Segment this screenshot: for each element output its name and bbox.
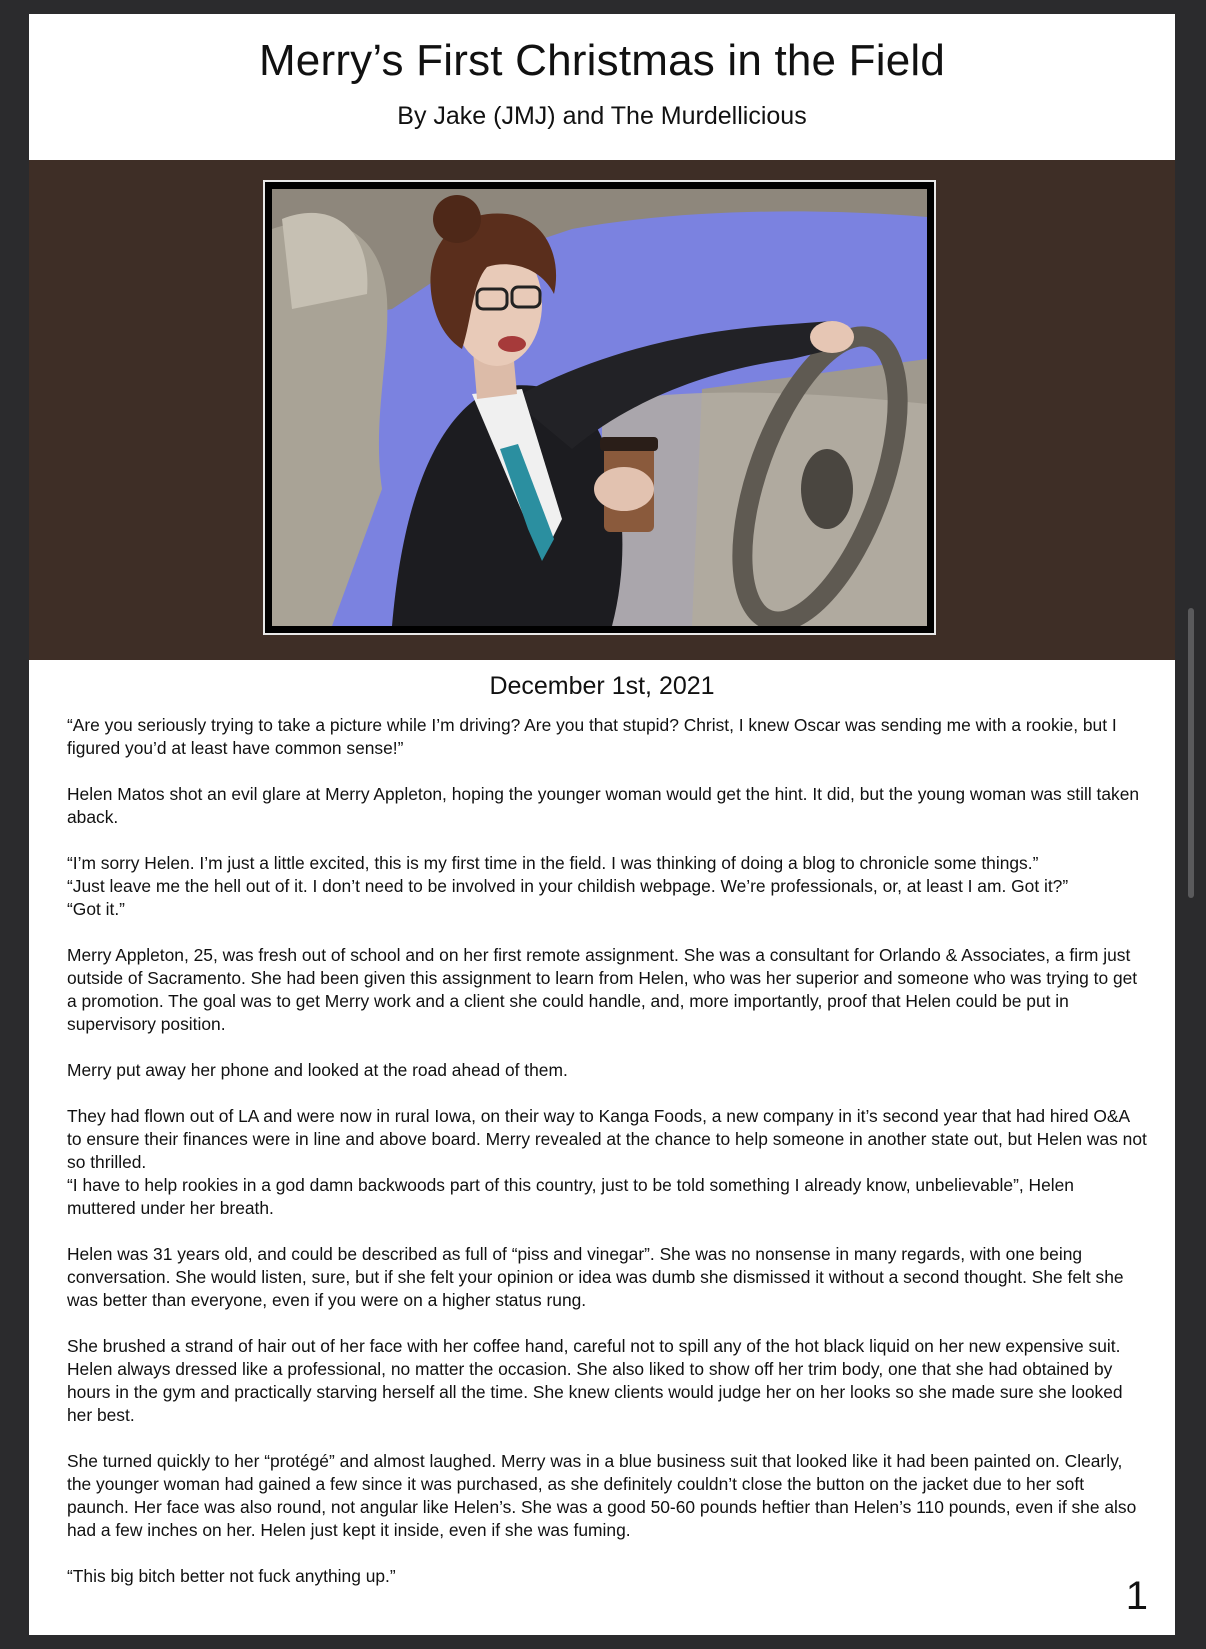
illustration-hand — [810, 321, 854, 353]
paragraph: She turned quickly to her “protégé” and almost laughed. Merry was in a blue business suit that looked like it had been painted on. Clearly, the younger woman had gained a few since it was purchased, as she definitely couldn’t close the button on the jacket due to her soft paunch. Her face was also round, not angular like Helen’s. She was a good 50-60 pounds heftier than Helen’s 110 pounds, even if she also had a few inches on her. Helen just kept it inside, even if she was fuming. — [67, 1451, 1137, 1540]
paragraph: “Got it.” — [67, 899, 125, 919]
page-number: 1 — [1125, 1574, 1148, 1618]
body-text — [67, 714, 1147, 1611]
paragraph: They had flown out of LA and were now in rural Iowa, on their way to Kanga Foods, a new company in it’s second year that had hired O&A to ensure their finances were in line and above board. Merry revealed at the chance to help someone in another state out, but Helen was not so thrilled. — [67, 1106, 1147, 1172]
paragraph: “I have to help rookies in a god damn backwoods part of this country, just to be told something I already know, unbelievable”, Helen muttered under her breath. — [67, 1175, 1074, 1218]
paragraph: Helen was 31 years old, and could be described as full of “piss and vinegar”. She was no nonsense in many regards, with one being conversation. She would listen, sure, but if she felt your opinion or idea was dumb she dismissed it without a second thought. She felt she was better than everyone, even if you were on a higher status rung. — [67, 1244, 1124, 1310]
illustration-driver-in-car — [272, 189, 927, 626]
illustration-frame — [263, 180, 936, 635]
paragraph: Merry put away her phone and looked at the road ahead of them. — [67, 1060, 568, 1080]
illustration-wheel-hub — [801, 449, 853, 529]
illustration-banner — [29, 160, 1175, 660]
illustration-cup-hand — [594, 467, 654, 511]
paragraph: “Just leave me the hell out of it. I don’t need to be involved in your childish webpage. We’re professionals, or, at least I am. Got it?” — [67, 876, 1069, 896]
illustration-hair-bun — [433, 195, 481, 243]
paragraph: Merry Appleton, 25, was fresh out of school and on her first remote assignment. She was a consultant for Orlando & Associates, a firm just outside of Sacramento. She had been given this assignment to learn from Helen, who was her superior and someone who was trying to get a promotion. The goal was to get Merry work and a client she could handle, and, more importantly, proof that Helen could be put in supervisory position. — [67, 945, 1138, 1034]
document-byline: By Jake (JMJ) and The Murdellicious — [397, 102, 807, 130]
illustration-cup-lid — [600, 437, 658, 451]
paragraph: Helen Matos shot an evil glare at Merry Appleton, hoping the younger woman would get the hint. It did, but the young woman was still taken aback. — [67, 784, 1140, 827]
vertical-scrollbar[interactable] — [1188, 608, 1194, 898]
paragraph: She brushed a strand of hair out of her face with her coffee hand, careful not to spill any of the hot black liquid on her new expensive suit. Helen always dressed like a professional, no matter the occasion. She also liked to show off her trim body, one that she had obtained by hours in the gym and practically starving herself all the time. She knew clients would judge her on her looks so she made sure she looked her best. — [67, 1336, 1123, 1425]
paragraph: “Are you seriously trying to take a picture while I’m driving? Are you that stupid? Christ, I knew Oscar was sending me with a rookie, but I figured you’d at least have common sense!” — [67, 715, 1117, 758]
paragraph: “This big bitch better not fuck anything up.” — [67, 1566, 396, 1586]
paragraph: “I’m sorry Helen. I’m just a little excited, this is my first time in the field. I was thinking of doing a blog to chronicle some things.” — [67, 853, 1039, 873]
illustration-mouth — [498, 336, 526, 352]
document-title: Merry’s First Christmas in the Field — [258, 36, 946, 85]
entry-date: December 1st, 2021 — [489, 672, 715, 700]
document-page — [29, 14, 1175, 1635]
